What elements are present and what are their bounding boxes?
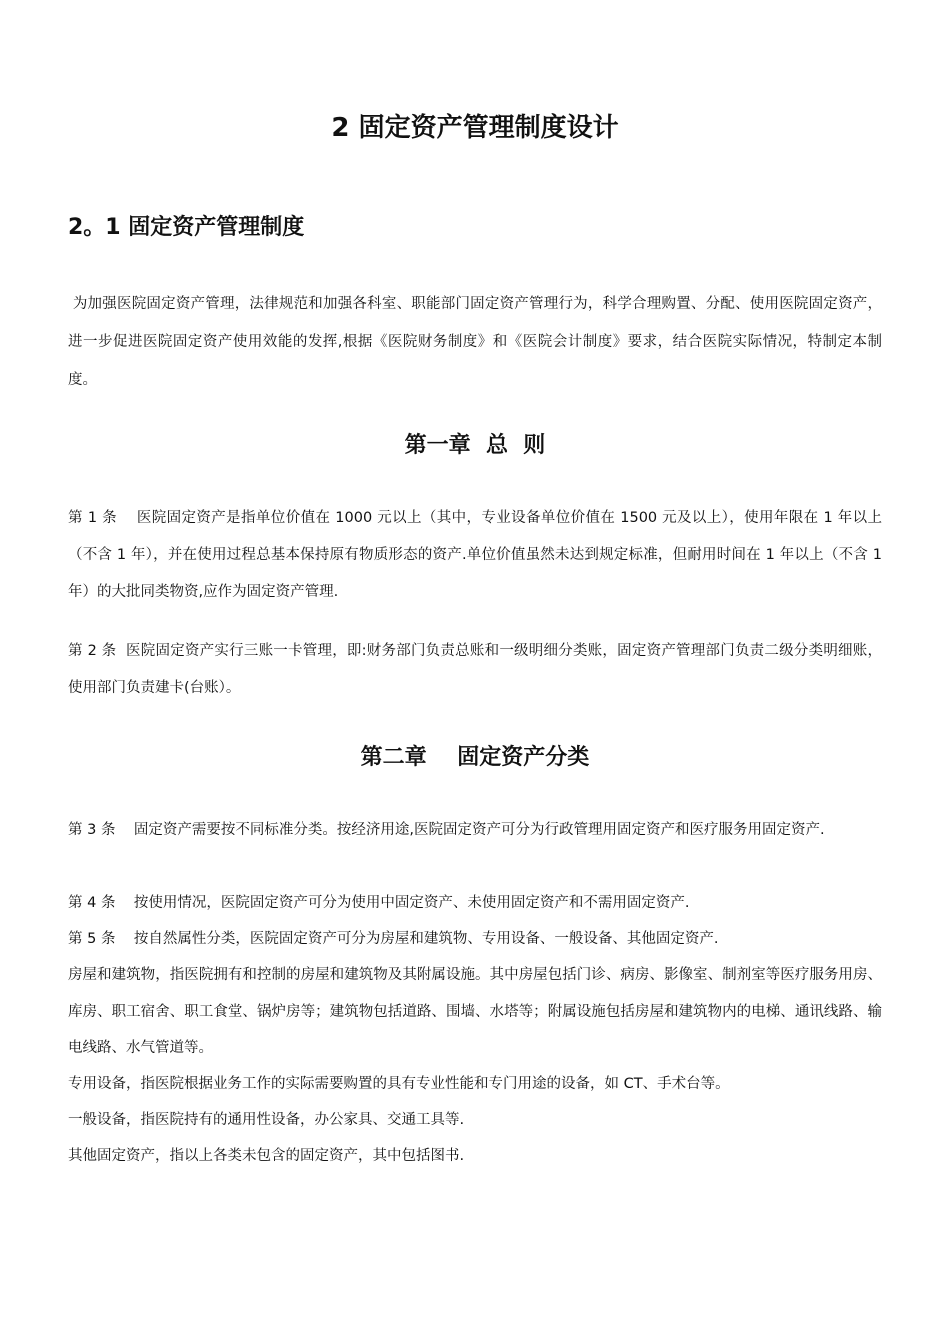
intro-paragraph: 为加强医院固定资产管理，法律规范和加强各科室、职能部门固定资产管理行为，科学合理购置、分配、使用医院固定资产，进一步促进医院固定资产使用效能的发挥,根据《医院财务制度》和《医院会计制度》要求，结合医院实际情况，特制定本制度。 (68, 296, 882, 388)
article-5: 第 5 条 按自然属性分类，医院固定资产可分为房屋和建筑物、专用设备、一般设备、其他固定资产. (68, 931, 719, 947)
article-4: 第 4 条 按使用情况，医院固定资产可分为使用中固定资产、未使用固定资产和不需用固定资产. (68, 895, 690, 911)
article-2: 第 2 条 医院固定资产实行三账一卡管理，即:财务部门负责总账和一级明细分类账，固定资产管理部门负责二级分类明细账，使用部门负责建卡(台账）。 (68, 643, 882, 696)
chapter-2-title: 第二章 固定资产分类 (360, 745, 590, 770)
general-equipment-paragraph: 一般设备，指医院持有的通用性设备，办公家具、交通工具等. (68, 1112, 465, 1128)
document-title: 2 固定资产管理制度设计 (331, 113, 619, 143)
section-title: 2。1 固定资产管理制度 (68, 215, 305, 240)
buildings-paragraph: 房屋和建筑物，指医院拥有和控制的房屋和建筑物及其附属设施。其中房屋包括门诊、病房、影像室、制剂室等医疗服务用房、库房、职工宿舍、职工食堂、锅炉房等；建筑物包括道路、围墙、水塔等；附属设施包括房屋和建筑物内的电梯、通讯线路、输电线路、水气管道等。 (68, 967, 882, 1056)
article-1: 第 1 条 医院固定资产是指单位价值在 1000 元以上（其中，专业设备单位价值在 1500 元及以上），使用年限在 1 年以上（不含 1 年），并在使用过程总基本保持原有物质形态的资产.单位价值虽然未达到规定标准，但耐用时间在 1 年以上（不含 1 年）的大批同类物资,应作为固定资产管理. (68, 510, 887, 600)
special-equipment-paragraph: 专用设备，指医院根据业务工作的实际需要购置的具有专业性能和专门用途的设备，如 CT、手术台等。 (68, 1076, 730, 1092)
other-assets-paragraph: 其他固定资产，指以上各类未包含的固定资产，其中包括图书. (68, 1148, 465, 1164)
chapter-1-title: 第一章 总 则 (404, 433, 546, 458)
article-3: 第 3 条 固定资产需要按不同标准分类。按经济用途,医院固定资产可分为行政管理用固定资产和医疗服务用固定资产. (68, 822, 825, 838)
